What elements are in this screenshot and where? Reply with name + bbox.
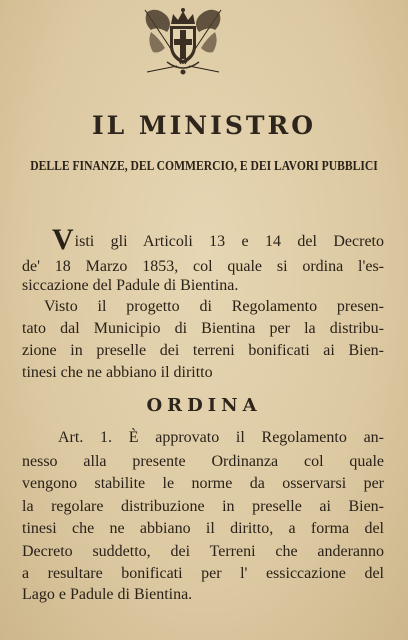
article-line-text [22,519,384,539]
line-text: la regolare distribuzione in preselle ai Bien- [22,498,384,515]
preamble-line-text [52,223,384,256]
savoy-coat-of-arms-icon [137,2,229,78]
preamble-line-text [22,341,384,361]
section-heading: ORDINA [146,395,262,416]
line-text: tato dal Municipio di Bientina per la distribu- [22,320,384,337]
preamble-line-text [44,297,384,317]
line-text: de' 18 Marzo 1853, col quale si ordina l'es- [22,258,384,275]
article-line-text [22,564,384,584]
preamble-line-text [22,257,384,277]
line-text: Lago e Padule di Bientina. [22,586,193,603]
article-line-text [22,542,384,562]
article-line-text [22,452,384,472]
preamble-line-text [22,319,384,339]
document-title: IL MINISTRO [91,111,317,140]
line-text: zione in preselle dei terreni bonificati ai Bien- [22,342,384,359]
line-text: Visto il progetto di Regolamento presen- [44,298,384,315]
line-text: isti gli Articoli 13 e 14 del Decreto [74,233,384,250]
line-text: a resultare bonificati per l' essiccazione del [22,565,384,582]
line-text: Art. 1. È approvato il Regolamento an- [58,429,384,446]
document-subtitle: DELLE FINANZE, DEL COMMERCIO, E DEI LAVORI PUBBLICI [30,158,378,173]
line-text: vengono stabilite le norme da osservarsi per [22,475,384,492]
line-text: tinesi che ne abbiano il diritto [22,364,213,381]
article-line-text [22,585,384,605]
article-line-text [22,474,384,494]
line-text: Decreto suddetto, dei Terreni che anderanno [22,543,384,560]
article-line-text [22,497,384,517]
preamble-line-text [22,363,384,383]
line-text: tinesi che ne abbiano il diritto, a forma del [22,520,384,537]
line-text: siccazione del Padule di Bientina. [22,277,239,294]
article-line-text [58,428,384,448]
line-text: nesso alla presente Ordinanza col quale [22,453,384,470]
preamble-line-text [22,276,384,296]
drop-cap: V [52,223,74,256]
